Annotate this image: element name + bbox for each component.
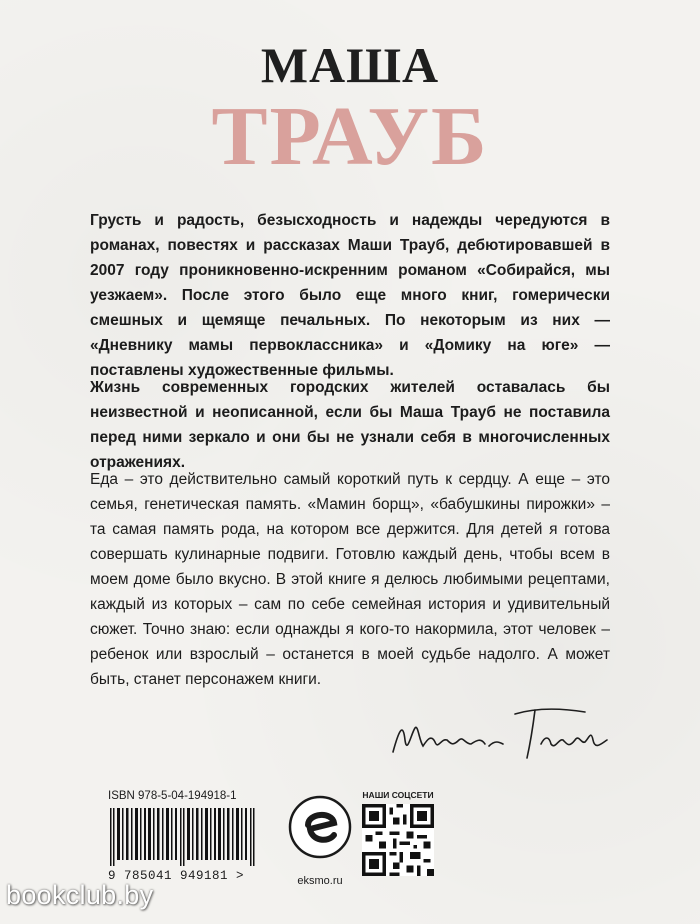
svg-text:Маша Трауб: Маша Трауб [385, 700, 391, 701]
barcode-icon [108, 808, 258, 866]
social-block [358, 790, 438, 890]
watermark: bookclub.by [6, 880, 154, 910]
barcode-block [108, 790, 258, 890]
barcode-number: 9 785041 949181 > [108, 869, 245, 883]
author-quote-paragraph: Еда – это действительно самый короткий путь к сердцу. А еще – это семья, генетическая память. «Мамин борщ», «бабушкины пирожки» – та самая память рода, на котором все держится. Для детей я готова совершать кулинарные подвиги. Готовлю каждый день, чтобы всем в моем доме было вкусно. В этой книге я делюсь любимыми рецептами, каждый из которых – сам по себе семейная история и удивительный сюжет. Точно знаю: если однажды я кого-то накормила, этот человек – ребенок или взрослый – останется в моей судьбе надолго. А может быть, станет персонажем книги. [90, 471, 610, 688]
isbn-label: ISBN 978-5-04-194918-1 [108, 790, 237, 802]
social-label: НАШИ СОЦСЕТИ [362, 790, 434, 800]
publisher-block [280, 795, 360, 895]
qr-code-icon [362, 804, 434, 876]
author-first-name: МАША [260, 37, 440, 93]
annotation-paragraph-1: Грусть и радость, безысходность и надежды чередуются в романах, повестях и рассказах Маши Трауб, дебютировавшей в 2007 году проникновенно-искренним романом «Собирайся, мы уезжаем». После этого было еще много книг, гомерически смешных и щемяще печальных. По некоторым из них — «Дневнику мамы первоклассника» и «Домику на юге» — поставлены художественные фильмы. [90, 212, 610, 379]
eksmo-logo-icon [288, 795, 352, 859]
annotation-paragraph-2: Жизнь современных городских жителей оставалась бы неизвестной и неописанной, если бы Маша Трауб не поставила перед ними зеркало и они бы не узнали себя в многочисленных отражениях. [90, 379, 610, 471]
publisher-url: eksmo.ru [297, 875, 343, 887]
author-last-name: ТРАУБ [211, 90, 489, 183]
author-signature [385, 700, 615, 770]
